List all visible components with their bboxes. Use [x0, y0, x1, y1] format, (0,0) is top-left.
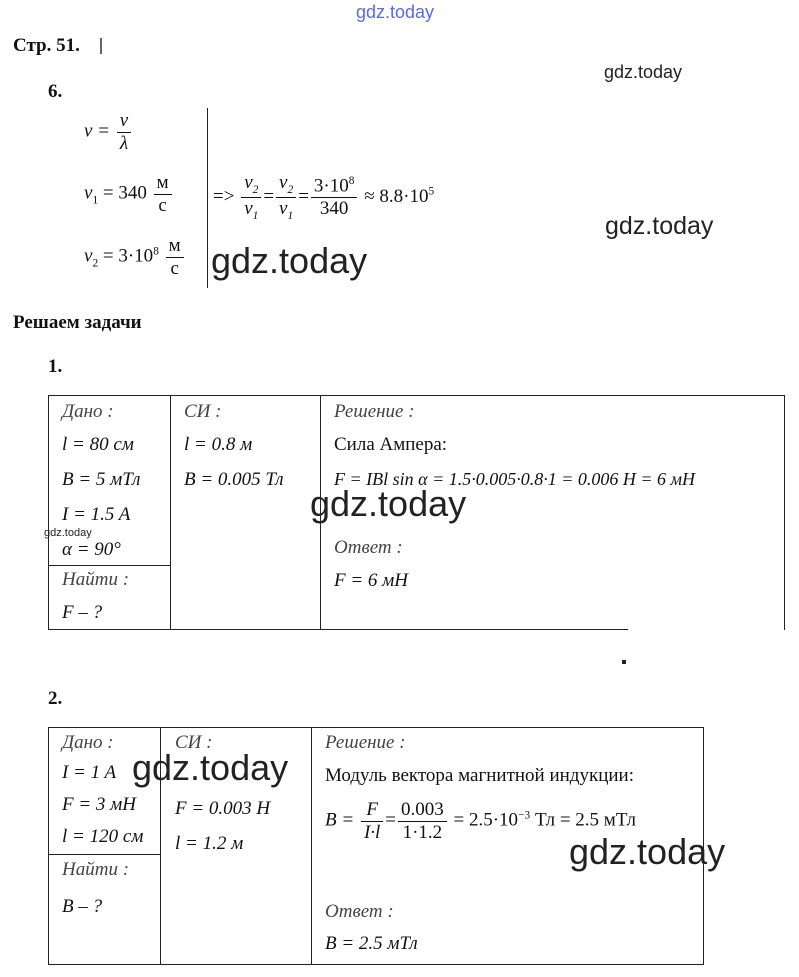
t1-answer: F = 6 мН	[334, 570, 409, 591]
t2-formula: B = $\frac{F}{I\cdot l}$ = $\frac{0.003}{1\cdot 1.2}$ = $2.5\cdot 10^{-3}$ Тл = 2.5 мТл	[325, 799, 636, 843]
t1-left	[48, 395, 49, 630]
eq3-rhs: = 3·10	[98, 245, 154, 267]
task6-eq1-lhs: ν =	[84, 120, 111, 142]
t2-answer: B = 2.5 мТл	[325, 933, 418, 954]
page-title: Стр. 51.	[13, 35, 80, 56]
rf1-num: ν	[244, 172, 253, 193]
rf1-den-sub: 1	[252, 209, 259, 222]
t1-col1	[170, 395, 171, 630]
t1-si-1: B = 0.005 Тл	[184, 469, 284, 490]
t1-si-label: СИ :	[184, 401, 222, 422]
section-title: Решаем задачи	[13, 312, 142, 333]
t2-f1-den: I·l	[363, 821, 381, 843]
result-frac2	[276, 172, 296, 223]
rf2-num: v	[279, 172, 288, 193]
rf3-num-sup: 8	[348, 174, 355, 187]
task6-eq1-fraction	[117, 110, 131, 155]
watermark-large-center: gdz.today	[211, 240, 368, 281]
t2-f1-num: F	[361, 799, 383, 822]
task6-number: 6.	[48, 81, 63, 102]
t2-formula-lhs: B =	[325, 809, 355, 831]
task6-eq2	[84, 172, 174, 217]
task6-divider	[207, 108, 208, 288]
eq3-lhs: v	[84, 245, 93, 267]
watermark-top: gdz.today	[356, 2, 435, 22]
task6-result: => $\frac{\nu_2}{\nu_1}$ = $\frac{v_2}{v_1}$ = $\frac{3\cdot 10^8}{340}$ ≈ $8.8\cdot 10^5$	[213, 172, 435, 222]
rf2-den: v	[279, 197, 288, 219]
result-sup: 5	[428, 185, 435, 198]
eq3-sup: 8	[153, 245, 159, 258]
t1-watermark-small: gdz.today	[44, 527, 92, 539]
task6-eq1	[84, 110, 133, 155]
t2-find-label: Найти :	[62, 859, 130, 880]
t2-formula-frac1	[361, 799, 383, 844]
t1-row-split	[48, 565, 171, 566]
t1-watermark-large: gdz.today	[310, 483, 467, 524]
t2-formula-frac2	[398, 799, 447, 844]
t2-si-label: СИ :	[175, 732, 213, 753]
watermark-mid-right: gdz.today	[605, 212, 714, 240]
t2-bottom	[48, 964, 704, 965]
eq3-unit	[166, 235, 184, 280]
t1-find: F – ?	[62, 602, 103, 623]
t2-top	[48, 727, 704, 728]
eq1-numerator: v	[117, 110, 131, 133]
result-frac1	[241, 172, 261, 223]
t2-given-label: Дано :	[62, 732, 114, 753]
t1-given-1: B = 5 мТл	[62, 469, 141, 490]
eq2-unit-den: с	[158, 194, 167, 216]
arrow: =>	[213, 185, 235, 207]
eq1-denominator: λ	[119, 132, 129, 154]
t2-si-1: l = 1.2 м	[175, 833, 244, 854]
eq2-unit-num: м	[154, 172, 172, 195]
eq2-sub: 1	[92, 194, 99, 207]
t2-si-0: F = 0.003 Н	[175, 798, 271, 819]
t2-col2	[311, 727, 312, 965]
rf3-num: 3·10	[313, 175, 349, 197]
t2-watermark-left: gdz.today	[132, 747, 289, 788]
result-value: ≈ 8.8·10	[364, 185, 429, 207]
t2-f2-num: 0.003	[398, 799, 447, 822]
t2-find: B – ?	[62, 896, 103, 917]
rf1-den: ν	[244, 197, 253, 219]
task6-eq3	[84, 235, 186, 280]
t2-row-split	[48, 854, 161, 855]
rf2-num-sub: 2	[287, 183, 294, 196]
rf3-den: 340	[319, 198, 349, 220]
t1-find-label: Найти :	[62, 569, 130, 590]
task1-number: 1.	[48, 356, 63, 377]
rf2-den-sub: 1	[287, 209, 294, 222]
t2-formula-tail: Тл = 2.5 мТл	[530, 809, 636, 831]
eq3-unit-num: м	[166, 235, 184, 258]
t1-answer-label: Ответ :	[334, 537, 403, 558]
t1-right	[784, 395, 785, 630]
t2-given-1: F = 3 мН	[62, 794, 137, 815]
t2-left	[48, 727, 49, 965]
task2-table	[48, 727, 726, 965]
t1-given-3: α = 90°	[62, 539, 121, 560]
t2-solution-line1: Модуль вектора магнитной индукции:	[325, 765, 634, 786]
t2-watermark-right: gdz.today	[569, 831, 726, 872]
rf1-num-sub: 2	[252, 183, 259, 196]
t1-top	[48, 395, 785, 396]
t1-given-label: Дано :	[62, 401, 114, 422]
t2-answer-label: Ответ :	[325, 901, 394, 922]
task2-number: 2.	[48, 688, 63, 709]
t1-given-0: l = 80 см	[62, 434, 134, 455]
eq2-lhs: v	[84, 182, 93, 204]
t2-solution-label: Решение :	[325, 732, 406, 753]
t1-bottom	[48, 629, 628, 630]
t1-given-2: I = 1.5 A	[62, 504, 131, 525]
t2-formula-rhs: = 2.5·10	[453, 809, 519, 831]
t1-solution-line1: Сила Ампера:	[334, 434, 448, 455]
eq2-rhs: = 340	[98, 182, 147, 204]
result-frac3	[311, 175, 358, 220]
t1-solution-line2: F = IBl sin α = 1.5·0.005·0.8·1 = 0.006 Н = 6 мН	[334, 469, 696, 489]
eq2-unit	[154, 172, 172, 217]
t1-si-0: l = 0.8 м	[184, 434, 253, 455]
eq3-sub: 2	[92, 257, 99, 270]
t2-given-0: I = 1 A	[62, 762, 117, 783]
task1-table	[44, 395, 785, 630]
eq3-unit-den: с	[170, 257, 179, 279]
t2-formula-sup: −3	[518, 809, 531, 822]
page-title-mark	[100, 38, 102, 54]
t2-given-2: l = 120 см	[62, 826, 144, 847]
t1-solution-label: Решение :	[334, 401, 415, 422]
t2-f2-den: 1·1.2	[402, 821, 443, 843]
watermark-small-right: gdz.today	[604, 62, 683, 82]
stray-dot	[622, 660, 626, 664]
